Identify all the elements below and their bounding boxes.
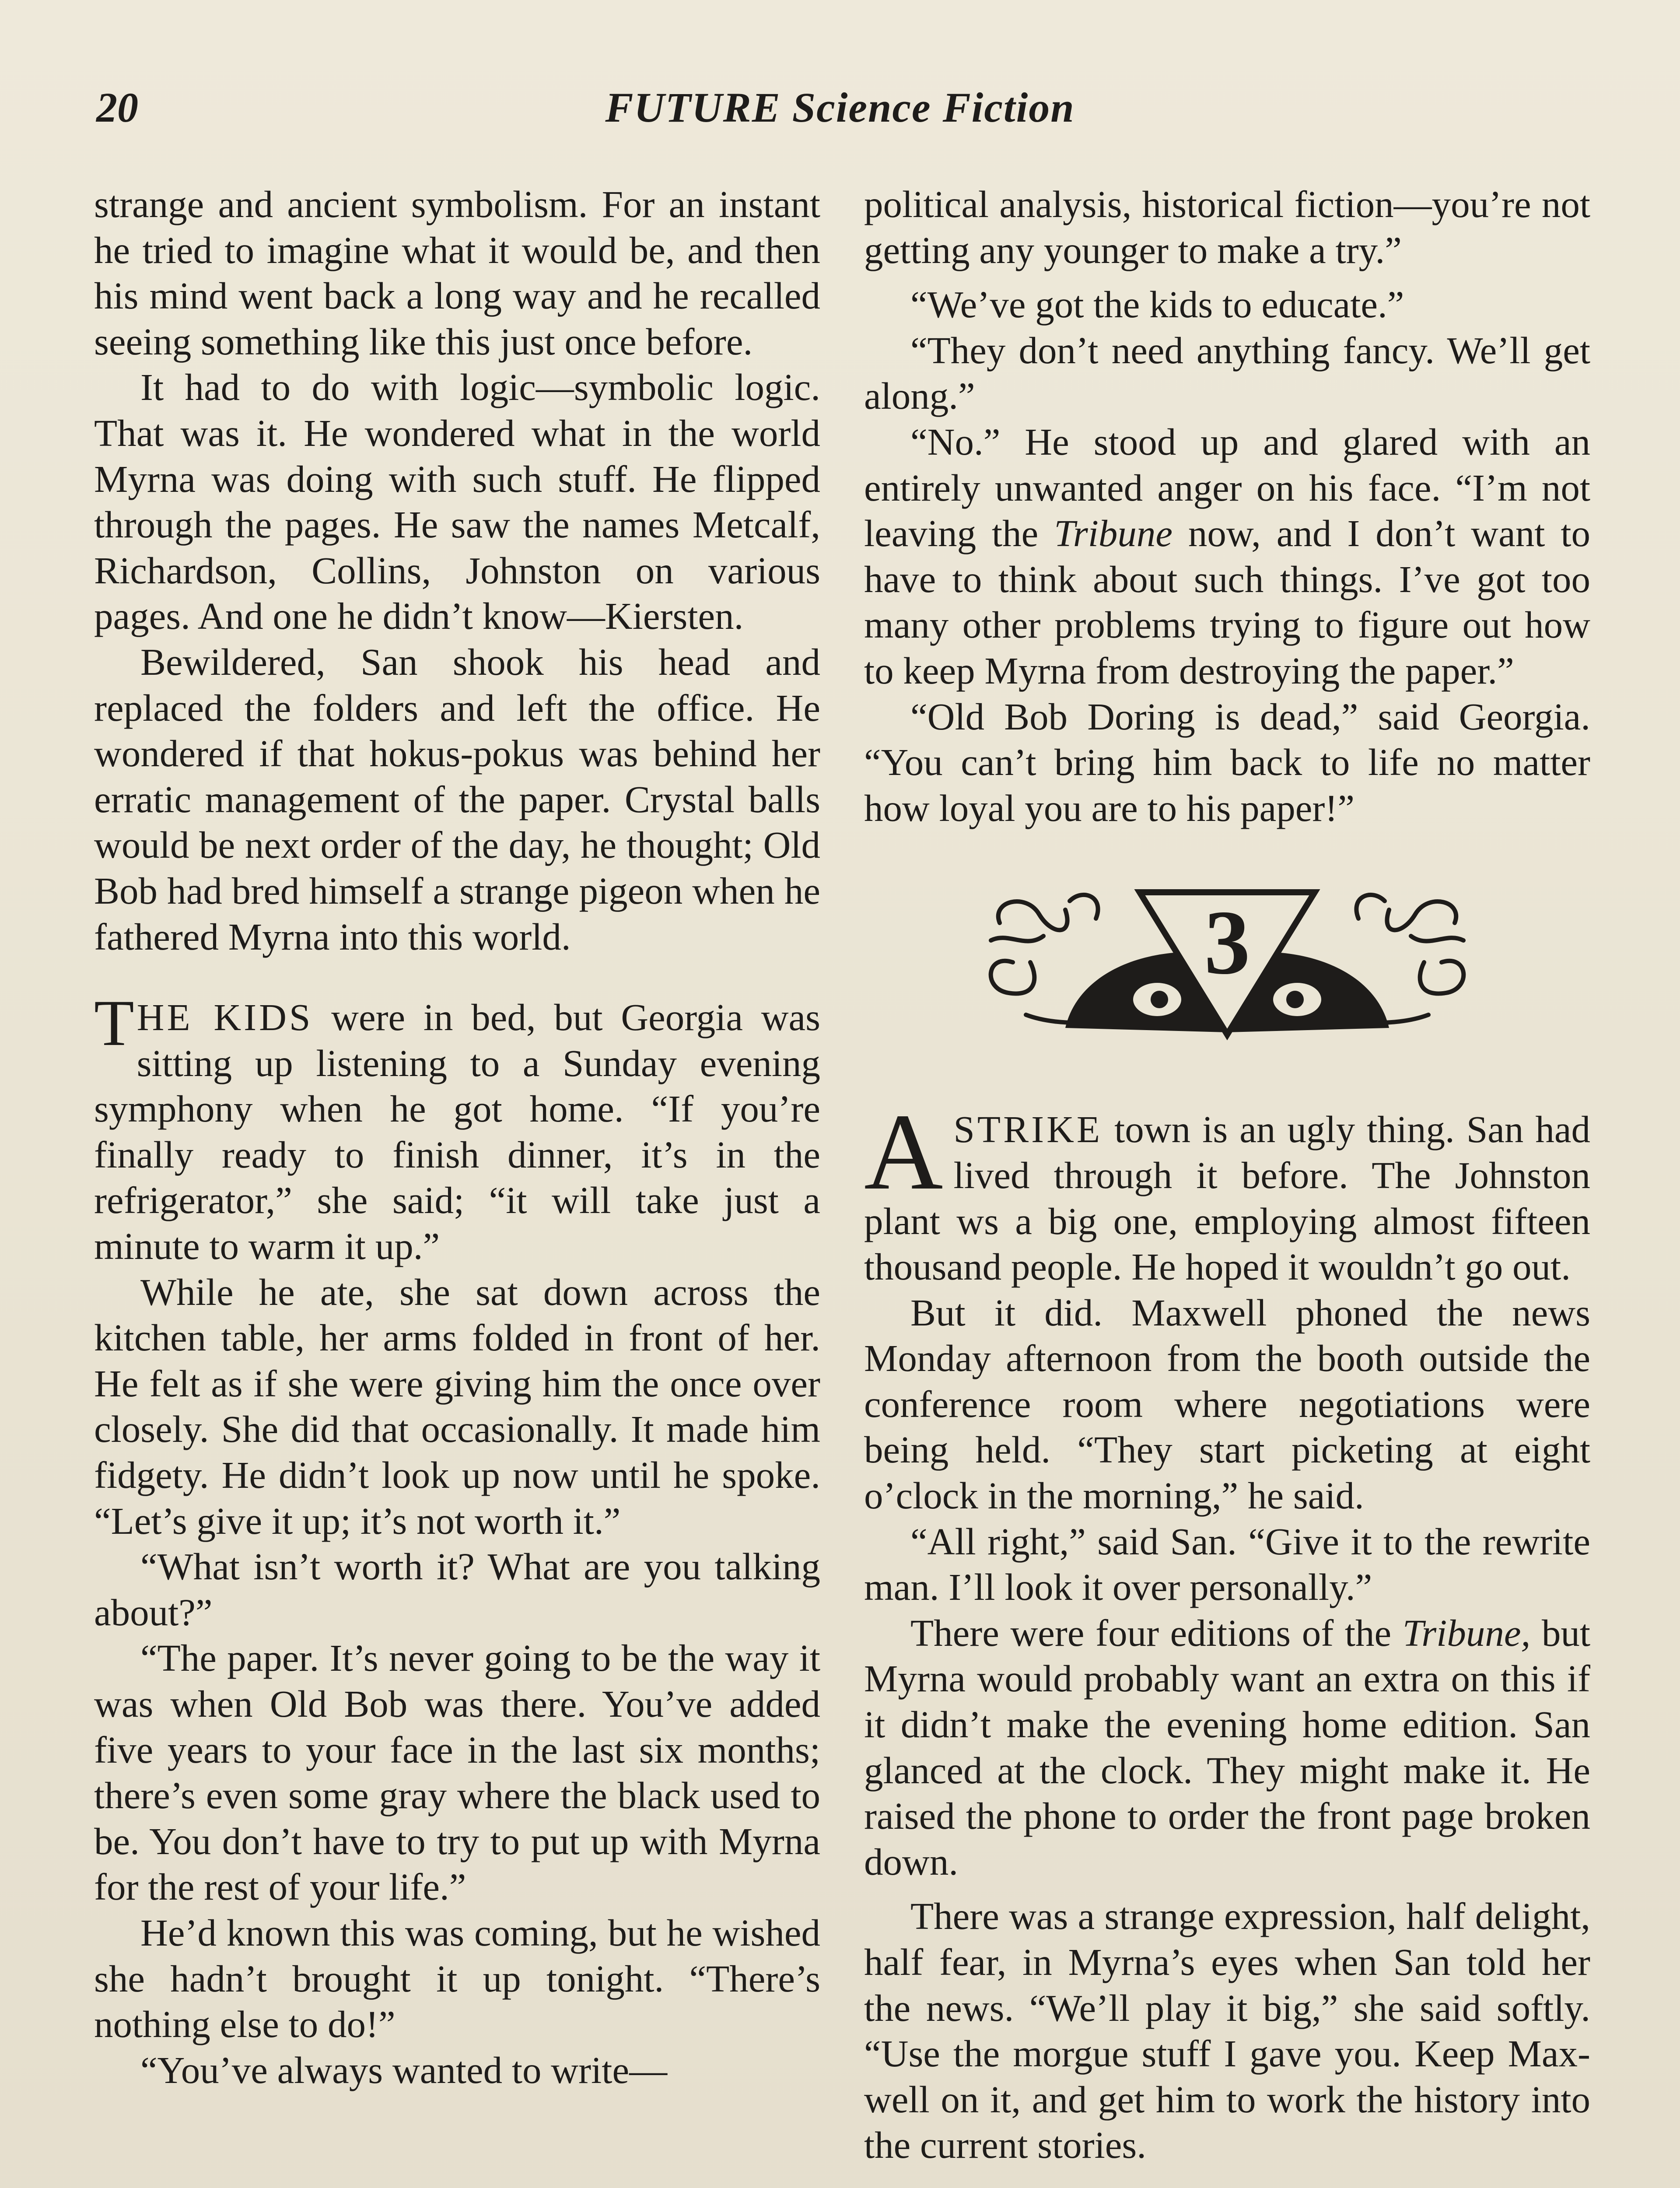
paragraph-text: were in bed, but Georgia was sitting up listening to a Sunday evening symphony when he got home. “If you’re finally ready to finish dinner, it’s in the refrigerator,” she said; “it will take just a minute to warm it up.” xyxy=(94,996,820,1268)
right-pupil xyxy=(1286,991,1304,1008)
lead-in-caps: HE KIDS xyxy=(136,996,313,1039)
page-header xyxy=(88,83,1592,149)
page-number: 20 xyxy=(96,84,138,131)
paragraph: “All right,” said San. “Give it to the rewrite man. I’ll look it over personally.” xyxy=(864,1520,1590,1609)
paragraph: “You’ve always wanted to write— xyxy=(140,2048,668,2091)
chapter-number: 3 xyxy=(1204,892,1250,994)
paragraph: There was a strange expression, half delight, half fear, in Myrna’s eyes when San told her the news. “We’ll play it big,” she said softly. “Use the morgue stuff I gave you. Keep Maxwell on it, and get him to work the history into the current stories. xyxy=(864,1895,1590,2167)
paragraph: “Old Bob Doring is dead,” said Georgia. “You can’t bring him back to life no matter how loyal you are to his paper!” xyxy=(864,695,1590,829)
right-column xyxy=(864,182,1590,2168)
paragraph: “We’ve got the kids to educate.” xyxy=(910,283,1404,326)
paragraph xyxy=(864,419,1590,694)
left-pupil xyxy=(1151,991,1168,1008)
running-title: FUTURE Science Fiction xyxy=(605,84,1075,131)
newspaper-name: Tribune, xyxy=(1402,1611,1531,1654)
newspaper-name: Tribune xyxy=(1054,512,1172,555)
paragraph-text: town is an ugly thing. San had lived through it before. The Johnston plant ws a big one, employing almost fifteen thousand people. He hoped it wouldn’t go out. xyxy=(864,1108,1590,1288)
paragraph: political analysis, historical fiction—you’re not getting any younger to make a try.” xyxy=(864,183,1590,271)
paragraph-text: There were four editions of the xyxy=(910,1611,1403,1654)
left-column xyxy=(94,182,820,2093)
paragraph-text: now, and I don’t want to have to think about such things. I’ve got too many other problems trying to figure out how to keep Myrna from destroying the paper.” xyxy=(864,512,1591,692)
paragraph: But it did. Maxwell phoned the news Monday afternoon from the booth outside the conference room where negotiations were being held. “They start picketing at eight o’clock in the morning,” he said. xyxy=(864,1291,1590,1517)
paragraph: “The paper. It’s never going to be the way it was when Old Bob was there. You’ve added five years to your face in the last six months; there’s even some gray where the black used to be. You don’t have to try to put up with Myrna for the rest of your life.” xyxy=(94,1637,820,1908)
drop-cap: T xyxy=(94,987,134,1060)
chapter-ornament xyxy=(973,884,1481,1041)
section-opening-paragraph xyxy=(864,1091,1590,1290)
lead-in-caps: STRIKE xyxy=(953,1108,1103,1151)
paragraph: While he ate, she sat down across the kitchen table, her arms folded in front of her. He felt as if she were giving him the once over closely. She did that occasionally. It made him fidgety. He didn’t look up now until he spoke. “Let’s give it up; it’s not worth it.” xyxy=(94,1270,820,1542)
paragraph: strange and ancient symbolism. For an instant he tried to imagine what it would be, and then his mind went back a long way and he recalled seeing something like this just once before. xyxy=(94,183,820,363)
paragraph-text: but Myrna would probably want an extra on this if it didn’t make the evening home edition. San glanced at the clock. They might make it. He raised the phone to order the front page broken down. xyxy=(864,1611,1591,1883)
paragraph: It had to do with logic—symbolic logic. That was it. He wondered what in the world Myrna was doing with such stuff. He flipped through the pages. He saw the names Metcalf, Richardson, Collins, Johnston on various pages. And one he didn’t know—Kiersten. xyxy=(94,366,820,638)
paragraph: He’d known this was coming, but he wished she hadn’t brought it up tonight. “There’s nothing else to do!” xyxy=(94,1911,820,2046)
section-opening-paragraph xyxy=(94,987,820,1269)
paragraph: “What isn’t worth it? What are you talking about?” xyxy=(94,1545,820,1634)
paragraph: “They don’t need anything fancy. We’ll get along.” xyxy=(864,329,1590,417)
drop-cap: A xyxy=(864,1091,943,1213)
paragraph: Bewildered, San shook his head and replaced the folders and left the office. He wondered if that hokus-pokus was behind her erratic management of the paper. Crystal balls would be next order of the day, he thought; Old Bob had bred himself a strange pigeon when he fathered Myrna into this world. xyxy=(94,640,820,958)
paragraph-text: “No.” He stood up and glared with an entirely unwanted anger on his face. “I’m not leaving the xyxy=(864,420,1590,555)
paragraph xyxy=(864,1610,1590,1885)
